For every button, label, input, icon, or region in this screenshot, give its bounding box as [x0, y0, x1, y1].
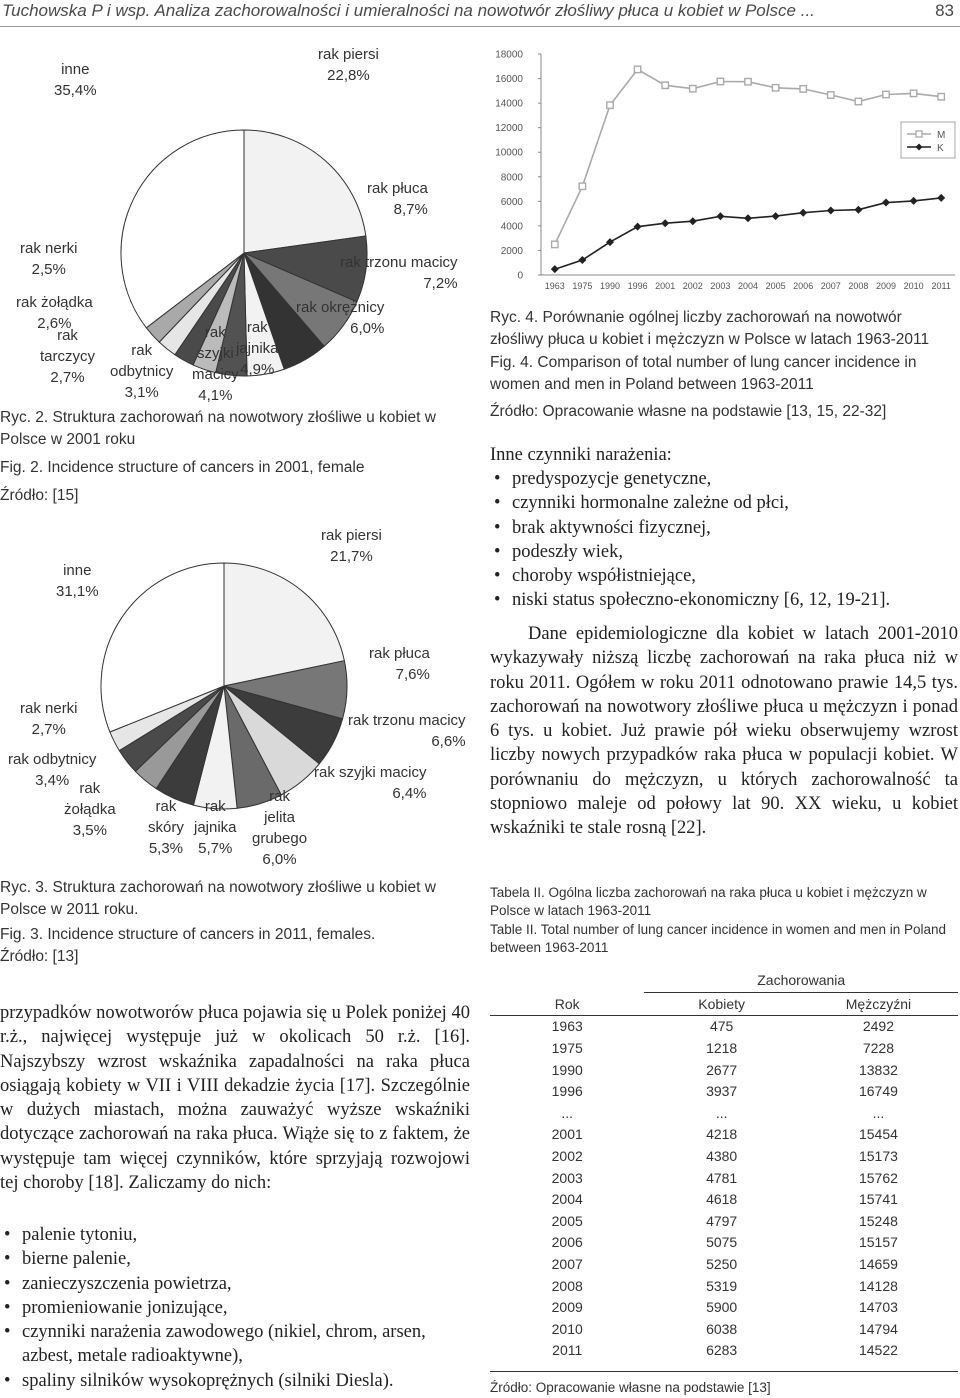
y-tick-label: 18000	[495, 49, 523, 61]
table-row	[490, 1015, 958, 1037]
point-M	[579, 183, 585, 189]
point-K	[854, 206, 862, 214]
table-cell-women: 4380	[706, 1147, 738, 1164]
x-tick-label: 2009	[875, 281, 897, 291]
table-header-rok: Rok	[554, 995, 580, 1012]
legend-marker-M	[916, 131, 922, 137]
pie2-label-piersi: rak piersi 21,7%	[321, 527, 382, 565]
table-header-kobiety: Kobiety	[698, 995, 745, 1012]
table-cell-year: 2003	[551, 1169, 583, 1186]
table-cell-women: 5250	[706, 1255, 738, 1272]
left-paragraph: przypadków nowotworów płuca pojawia się u Polek poniżej 40 r.ż., najwięcej występuje już w okolicach 50 r.ż. [16]. Najszybszy wzrost wskaźnika zapadalności na raka płuca osiągają kobiety w VII i VIII dekadzie życia [17]. Szczególnie w dużych miastach, można zauważyć wyższe wskaźniki dotyczące zachorowań na raka płuca. Wiąże się to z faktem, że występuje tam więcej czynników, które sprzyjają rozwojowi tej choroby [18]. Zaliczamy do nich:	[0, 1003, 470, 1194]
y-tick-label: 8000	[500, 172, 523, 184]
table-cell-year: 2002	[551, 1147, 583, 1164]
table-cell-men: 13832	[858, 1061, 898, 1078]
table-row	[490, 1124, 958, 1146]
point-M	[662, 82, 668, 88]
y-tick-label: 12000	[495, 123, 523, 135]
pie1-label-zoladek: rak żołądka 2,6%	[16, 294, 93, 332]
point-M	[910, 90, 916, 96]
x-tick-label: 2007	[820, 281, 841, 291]
x-tick-label: 2008	[848, 281, 869, 291]
factor-bullet: • czynniki hormonalne zależne od płci,	[490, 491, 960, 515]
point-K	[910, 197, 918, 205]
table-cell-year: 1963	[551, 1018, 583, 1035]
point-K	[937, 194, 945, 202]
table-cell-women: 4797	[706, 1212, 738, 1229]
pie2-label-jajnik: rak jajnika 5,7%	[194, 798, 237, 857]
left-bullet: • czynniki narażenia zawodowego (nikiel, chrom, arsen, azbest, metale radioaktywne),	[0, 1320, 472, 1369]
factor-bullet: • niski status społeczno-ekonomiczny [6, 12, 19-21].	[490, 588, 960, 612]
point-K	[634, 223, 642, 231]
fig3-caption-pl: Ryc. 3. Struktura zachorowań na nowotwory złośliwe u kobiet w Polsce w 2011 roku.	[0, 879, 436, 918]
left-bullet-list	[0, 1223, 472, 1393]
factor-bullet: • predyspozycje genetyczne,	[490, 467, 960, 491]
table-cell-men: 15157	[858, 1234, 898, 1251]
pie2-label-jelito: rak jelita grubego 6,0%	[252, 788, 308, 868]
point-M	[938, 94, 944, 100]
table-cell-men: 15741	[858, 1191, 898, 1208]
running-title: Tuchowska P i wsp. Analiza zachorowalności i umieralności na nowotwór złośliwy płuca u kobiet w Polsce ...	[2, 1, 815, 20]
point-M	[552, 241, 558, 247]
table-row	[490, 1275, 958, 1297]
table-cell-men: 15762	[858, 1169, 898, 1186]
factors-heading: Inne czynniki narażenia:	[490, 445, 672, 465]
y-tick-label: 10000	[495, 147, 523, 159]
point-M	[690, 86, 696, 92]
table-cell-women: 5319	[706, 1277, 738, 1294]
table-cell-year: 2010	[551, 1320, 583, 1337]
table-row	[490, 1059, 958, 1081]
right-paragraph: Dane epidemiologiczne dla kobiet w latach 2001-2010 wykazywały niższą liczbę zachorowań na raka płuca niż w roku 2011. Ogółem w roku 2011 odnotowano prawie 14,5 tys. zachorowań na nowotwory złośliwe płuca u mężczyzn i ponad 6 tys. u kobiet. Już prawie pół wieku obserwujemy wzrost liczby nowych przypadków raka płuca w populacji kobiet. W porównaniu do mężczyzn, u których zachorowalność ta stopniowo maleje od połowy lat 90. XX wieku, u kobiet wskaźniki te stale rosną [22].	[490, 624, 958, 839]
point-M	[855, 98, 861, 104]
pie2-label-pluca: rak płuca 7,6%	[369, 645, 430, 683]
table-cell-men: 2492	[862, 1018, 895, 1035]
table-cell-women: 5075	[706, 1234, 738, 1251]
table-row	[490, 1145, 958, 1167]
left-bullet: • bierne palenie,	[0, 1247, 472, 1271]
x-tick-label: 1975	[572, 281, 593, 291]
point-M	[828, 92, 834, 98]
y-tick-label: 4000	[500, 221, 523, 233]
incidence-table	[490, 968, 958, 1361]
pie2-label-zoladek: rak żołądka 3,5%	[64, 780, 116, 839]
point-K	[882, 199, 890, 207]
table-cell-year: ...	[561, 1104, 574, 1121]
x-tick-label: 1963	[544, 281, 565, 291]
pie1-label-piersi: rak piersi 22,8%	[318, 46, 379, 84]
pie2-label-nerki: rak nerki 2,7%	[20, 700, 78, 738]
x-tick-label: 1990	[599, 281, 621, 291]
x-tick-label: 2010	[903, 281, 924, 291]
point-K	[689, 217, 697, 225]
left-bullet: • palenie tytoniu,	[0, 1223, 472, 1247]
fig4-caption-pl: Ryc. 4. Porównanie ogólnej liczby zachorowań na nowotwór złośliwy płuca u kobiet i mężczyzn w Polsce w latach 1963-2011	[490, 309, 930, 348]
table-cell-women: 4781	[706, 1169, 738, 1186]
x-tick-label: 1996	[627, 281, 648, 291]
table-row	[490, 1296, 958, 1318]
table-cell-year: 2005	[551, 1212, 583, 1229]
y-tick-label: 6000	[500, 196, 523, 208]
table-cell-year: 2001	[551, 1126, 583, 1143]
table-cell-women: 6283	[706, 1342, 738, 1359]
fig3-source: Źródło: [13]	[0, 948, 79, 965]
factors-bullet-list	[490, 467, 960, 613]
pie2-label-szyjka: rak szyjki macicy 6,4%	[314, 764, 427, 802]
table-row	[490, 1210, 958, 1232]
table-row	[490, 1253, 958, 1275]
table-cell-men: 14794	[858, 1320, 898, 1337]
table-cell-year: 2009	[551, 1299, 583, 1316]
table-cell-year: 2011	[552, 1342, 583, 1359]
table-cell-year: 2007	[551, 1255, 583, 1272]
table-header-mezczyzni: Mężczyźni	[845, 995, 912, 1012]
line-chart-1963-2011	[485, 44, 960, 300]
legend-box	[901, 122, 955, 158]
point-M	[745, 79, 751, 85]
y-tick-label: 14000	[495, 98, 523, 110]
x-tick-label: 2011	[931, 281, 951, 291]
x-tick-label: 2005	[765, 281, 786, 291]
factor-bullet: • choroby współistniejące,	[490, 564, 960, 588]
y-tick-label: 0	[517, 270, 523, 282]
point-M	[607, 102, 613, 108]
table-cell-women: 2677	[706, 1061, 738, 1078]
fig4-caption-en: Fig. 4. Comparison of total number of lung cancer incidence in women and men in Poland between 1963-2011	[490, 354, 917, 393]
table-caption-pl: Tabela II. Ogólna liczba zachorowań na raka płuca u kobiet i mężczyzn w Polsce w latach 1963-2011	[490, 885, 927, 918]
x-tick-label: 2006	[793, 281, 814, 291]
table-cell-year: 1990	[551, 1061, 583, 1078]
point-K	[551, 265, 559, 273]
fig3-caption-en: Fig. 3. Incidence structure of cancers in 2011, females.	[0, 926, 376, 943]
point-M	[800, 86, 806, 92]
table-cell-men: 15454	[858, 1126, 898, 1143]
page-number: 83	[935, 1, 954, 20]
table-cell-year: 2006	[551, 1234, 583, 1251]
pie1-label-trzon: rak trzonu macicy 7,2%	[340, 254, 458, 292]
pie1-label-nerki: rak nerki 2,5%	[20, 240, 78, 278]
left-bullet: • spaliny silników wysokoprężnych (silniki Diesla).	[0, 1369, 472, 1393]
table-row	[490, 1102, 958, 1124]
y-tick-label: 2000	[500, 245, 523, 257]
point-K	[827, 207, 835, 215]
pie2-label-trzon: rak trzonu macicy 6,6%	[348, 712, 466, 750]
table-row	[490, 1232, 958, 1254]
pie1-label-inne: inne 35,4%	[54, 61, 97, 99]
table-source: Źródło: Opracowanie własne na podstawie [13]	[490, 1380, 771, 1395]
table-row	[490, 1167, 958, 1189]
table-cell-men: 14703	[858, 1299, 898, 1316]
x-tick-label: 2004	[737, 281, 759, 291]
pie1-label-szyjka: rak szyjki macicy 4,1%	[192, 324, 239, 404]
table-cell-women: 475	[709, 1018, 734, 1035]
pie2-label-inne: inne 31,1%	[56, 562, 99, 600]
left-bullet: • promieniowanie jonizujące,	[0, 1296, 472, 1320]
x-tick-label: 2001	[655, 281, 676, 291]
pie1-slice	[244, 130, 366, 253]
legend-label-M: M	[937, 130, 946, 141]
y-tick-label: 16000	[495, 74, 523, 86]
table-cell-men: 15173	[858, 1147, 898, 1164]
fig2-caption-pl: Ryc. 2. Struktura zachorowań na nowotwory złośliwe u kobiet w Polsce w 2001 roku	[0, 409, 436, 448]
table-cell-men: 15248	[858, 1212, 898, 1229]
table-cell-men: ...	[872, 1104, 885, 1121]
table-cell-year: 1996	[551, 1083, 583, 1100]
factor-bullet: • brak aktywności fizycznej,	[490, 516, 960, 540]
point-M	[772, 85, 778, 91]
factor-bullet: • podeszły wiek,	[490, 540, 960, 564]
table-cell-women: 3937	[706, 1083, 738, 1100]
pie1-label-odbytnica: rak odbytnicy 3,1%	[110, 342, 174, 401]
pie1-label-jajnik: rak jajnika 4,9%	[236, 319, 279, 378]
table-cell-women: 1218	[706, 1039, 738, 1056]
left-bullet: • zanieczyszczenia powietrza,	[0, 1272, 472, 1296]
table-cell-year: 1975	[551, 1039, 583, 1056]
fig4-source: Źródło: Opracowanie własne na podstawie [13, 15, 22-32]	[490, 403, 887, 420]
point-K	[661, 219, 669, 227]
table-bottom-rule	[490, 1371, 958, 1372]
table-cell-women: 4618	[706, 1191, 738, 1208]
x-tick-label: 2003	[710, 281, 731, 291]
legend-label-K: K	[937, 143, 944, 154]
x-tick-label: 2002	[682, 281, 703, 291]
pie2-label-odbytnica: rak odbytnicy 3,4%	[8, 751, 97, 789]
fig2-caption-en: Fig. 2. Incidence structure of cancers in 2001, female	[0, 459, 365, 476]
point-K	[772, 212, 780, 220]
table-group-header: Zachorowania	[644, 968, 958, 993]
table-row	[490, 1188, 958, 1210]
point-K	[744, 214, 752, 222]
point-K	[716, 212, 724, 220]
point-M	[634, 66, 640, 72]
fig2-source: Źródło: [15]	[0, 487, 79, 504]
table-cell-men: 7228	[862, 1039, 895, 1056]
pie1-label-pluca: rak płuca 8,7%	[367, 180, 428, 218]
point-K	[606, 238, 614, 246]
table-cell-men: 14522	[858, 1342, 898, 1359]
table-cell-women: 4218	[706, 1126, 738, 1143]
pie2-label-skora: rak skóry 5,3%	[148, 798, 184, 857]
table-row	[490, 1080, 958, 1102]
table-cell-men: 14128	[858, 1277, 898, 1294]
table-row	[490, 1037, 958, 1059]
point-M	[717, 78, 723, 84]
table-cell-women: 5900	[706, 1299, 738, 1316]
point-K	[799, 209, 807, 217]
table-cell-year: 2008	[551, 1277, 583, 1294]
pie1-label-tarczyca: rak tarczycy 2,7%	[40, 327, 96, 386]
table-cell-women: ...	[715, 1104, 728, 1121]
table-row	[490, 1318, 958, 1340]
running-header	[0, 0, 960, 27]
table-cell-men: 14659	[858, 1255, 898, 1272]
series-line-K	[555, 198, 941, 269]
table-caption-en: Table II. Total number of lung cancer incidence in women and men in Poland between 1963-2011	[490, 922, 947, 955]
pie1-label-okreznica: rak okrężnicy 6,0%	[296, 299, 385, 337]
point-M	[883, 91, 889, 97]
table-cell-men: 16749	[858, 1083, 898, 1100]
table-cell-women: 6038	[706, 1320, 738, 1337]
table-cell-year: 2004	[551, 1191, 583, 1208]
table-row	[490, 1340, 958, 1362]
